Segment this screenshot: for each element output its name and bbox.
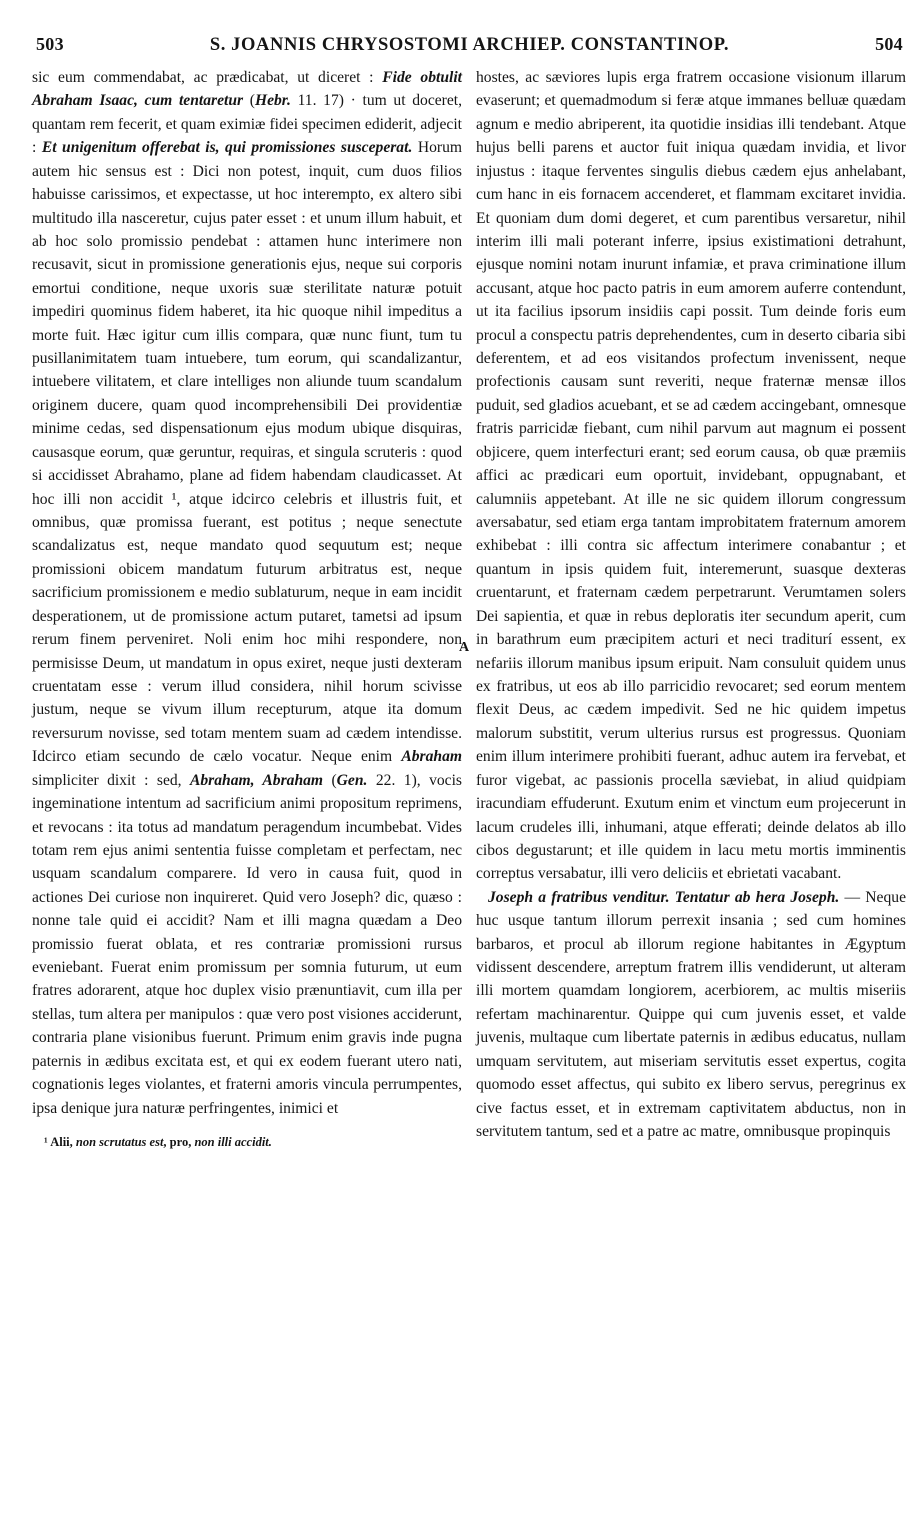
italic-name: Abraham — [401, 748, 462, 766]
text-run: 11. 17) · tum ut doceret, quantam rem fecerit, et quam eximiæ fidei specimen ediderit, adjecit : — [32, 92, 463, 157]
text-run: Horum autem hic sensus est : Dici non potest, inquit, cum duos filios habuisse carissimos, et expectasse, ut hoc interempto, ex altero sibi multitudo illa nasceretur, cujus pater esset : et unum illum habuit, et ab hoc solo promissio pendebat : attamen hunc interimere non recusavit, sicut in promissione generationis ejus, neque sui corporis emortui conditione, neque uxoris suæ sterilitate naturæ potuit impediri quominus fidem haberet, ita hic quoque nihil impeditus a morte fuit. Hæc igitur cum illis compara, quæ nunc fiunt, tum tu pusillanimitatem tuam intuebere, tum eorum, qui scandalizantur, intuebere vilitatem, et clare intelliges non aliunde tuum scandalum originem ducere, quam quod incomprehensibili Dei providentiæ minime cedas, sed dispensationum ejus modum ubique disquiras, causasque eorum, quæ geruntur, requiras, et singula scruteris : quod si accidisset Abrahamo, plane ad fidem habendam claudicasset. At hoc illi non accidit ¹, atque idcirco celebris et illustris fuit, et omnibus, quæ promissa fuerant, est potitus ; neque senectute scandalizatus est, neque mandato quod sequutum est; neque promissioni obicem mandatum futurum arbitratus est, neque sacrificium promissionem e medio sublaturum, neque in eam incidit desperationem, ut de promissione actum putaret, tametsi ad ipsum rerum finem perveniret. Noli enim hoc mihi respondere, non permisisse Deum, ut mandatum in opus exiret, neque justi dexteram cruentatam esse : verum illud considera, nihil horum scivisse justum, neque se vivum illum recepturum, atque ita domum reversurum novisse, sed totam mentem suam ad cædem intendisse. Idcirco etiam secundo de cælo vocatur. Neque enim — [32, 139, 463, 766]
footnote — [32, 1134, 462, 1150]
section-paragraph — [476, 886, 906, 1144]
footnote-text: , pro, — [163, 1134, 195, 1149]
section-heading: Joseph a fratribus venditur. Tentatur ab hera Joseph. — [488, 888, 840, 906]
text-run: simpliciter dixit : sed, — [32, 771, 190, 789]
right-column-text: hostes, ac sæviores lupis erga fratrem occasione visionum illarum evaserunt; et quemadmodum si feræ atque immanes belluæ quædam agnum e medio abriperent, ita quotidie insidias illi tendebant. Atque hujus belli parens et auctor fuit iniqua quædam invidia, et livor injustus : itaque ferventes singulis diebus cædem ejus anhelabant, cum hanc in eis fornacem accenderet, et flammam excitaret invidia. Et quoniam dum domi degeret, et cum parentibus versaretur, nihil interim illi mali poterant inferre, ipsius existimationi detrahunt, ejusque nomini notam inurunt infamiæ, et prava criminatione illum accusant, atque hoc pacto patris in eum amorem auferre contendunt, ut ita facilius ipsorum insidiis capi possit. Tum deinde foris eum procul a conspectu patris deprehendentes, cum in deserto cibaria sibi deferentem, et ad eos visitandos profectum invenissent, neque profectionis causam sunt reveriti, neque fraternæ mensæ illos puduit, sed gladios acuebant, et se ad cædem accingebant, omnesque fratris parricidæ fiebant, cum nihil parvum aut magnum ei possent objicere, quem interfecturi erant; sed eorum causa, ob quæ præmiis affici ac prædicari eum oportuit, invidebant, oppugnabant, et calumniis appetebant. At ille ne sic quidem illorum congressum aversabatur, sed etiam erga tantam improbitatem fraternum amorem exhibebat : illi contra sic affectum interimere conabantur ; et quantum in ipsis quidem fuit, interemerunt, suasque dexteras cruentarunt, et fraternam cædem perpetrarunt. Verumtamen solers Dei sapientia, et quæ in rebus deploratis iter secundum aperit, cum in barathrum eum præcipitem acturi et neci traditurí essent, ex nefariis illorum manibus ipsum eripuit. Nam consuluit quidem unus ex fratribus, ut eos ab illo parricidio revocaret; sed eorum mentem flexit Deus, ac cædem impedivit. Sed ne hic quidem impetus malorum substitit, verum ulterius rursus est progressus. Quoniam enim illum interimere prohibiti fuerant, adhuc autem ira fervebat, et furor vigebat, ac passionis procella sæviebat, in aliud quidpiam iracundiam effuderunt. Exutum enim et vinctum eum projecerunt in lacum crudeles illi, inhumani, atque efferati; deinde delatos ab illo cibos degustarunt; et ille quidem in lacu metu mortis imminentis correptus versabatur, illi vero deliciis et ebrietati vacabant. — [476, 69, 906, 883]
scripture-quote: Et unigenitum offerebat is, qui promissiones susceperat. — [41, 139, 413, 157]
footnote-italic: non scrutatus est — [75, 1134, 164, 1149]
scripture-reference: Hebr. — [254, 92, 291, 110]
scripture-quote: Fide obtulit Abraham Isaac, cum tentaretur — [32, 69, 462, 110]
left-column — [32, 66, 462, 1150]
footnote-italic: non illi accidit. — [194, 1134, 272, 1149]
text-run: ( — [243, 92, 255, 110]
text-run: sic eum commendabat, ac prædicabat, ut diceret : — [32, 69, 383, 86]
right-column — [476, 66, 906, 1143]
footnote-text: Alii, — [50, 1134, 76, 1149]
footnote-marker: ¹ — [44, 1134, 51, 1149]
italic-name: Abraham, Abraham — [189, 771, 324, 789]
left-column-text — [32, 66, 462, 1120]
scripture-reference: Gen. — [336, 771, 368, 789]
left-page-number: 503 — [36, 34, 64, 54]
margin-letter: A — [459, 640, 470, 655]
text-run: 22. 1), vocis ingeminatione intentum ad sacrificium animi propositum reprimens, et revocans : ita totus ad mandatum peragendum incumbebat. Vides totam rem ejus animi sententia fuisse completam et perfectam, nec usquam scandalum comparere. Id vero in causa fuit, quod in actiones Dei curiose non inquireret. Quid vero Joseph? dic, quæso : nonne tale quid ei accidit? Nam et illi magna quædam a Deo promissio fuerat oblata, et res contrariæ promissioni rursus eveniebant. Fuerat enim promissum per somnia futurum, ut eum fratres adorarent, atque hoc duplex visio prænuntiavit, cum illa per stellas, tum altera per manipulos : quæ vero post visiones acciderunt, contraria plane visionibus fuerunt. Primum enim gravis inde pugna paternis in ædibus excitata est, et qui ex eodem fuerant utero nati, cognationis leges violantes, et fraterni amoris vincula perrumpentes, ipsa denique jura naturæ perfringentes, inimici et — [32, 771, 462, 1117]
running-title: S. JOANNIS CHRYSOSTOMI ARCHIEP. CONSTANTINOP. — [209, 35, 730, 55]
right-page-number: 504 — [875, 34, 903, 54]
text-run: ( — [323, 771, 337, 789]
section-text: — Neque huc usque tantum illorum perrexit insania ; sed cum homines barbaros, et procul ab illorum regione habitantes in Ægyptum vidissent descendere, arreptum fratrem illis vendiderunt, ut alteram illi mortem quamdam longiorem, acerbiorem, ac multis miseriis refertam machinarentur. Quippe qui cum juvenis esset, et valde juvenis, multaque cum libertate paternis in ædibus educatus, nullam umquam servitutem, aut miseriam servitutis esset expertus, cogita quomodo esset affectus, qui subito ex libero servus, peregrinus ex cive factus esset, et in extremam captivitatem abductus, non in servitutem tantum, sed et a patre ac matre, omnibusque propinquis — [476, 888, 906, 1140]
running-header — [36, 34, 903, 60]
